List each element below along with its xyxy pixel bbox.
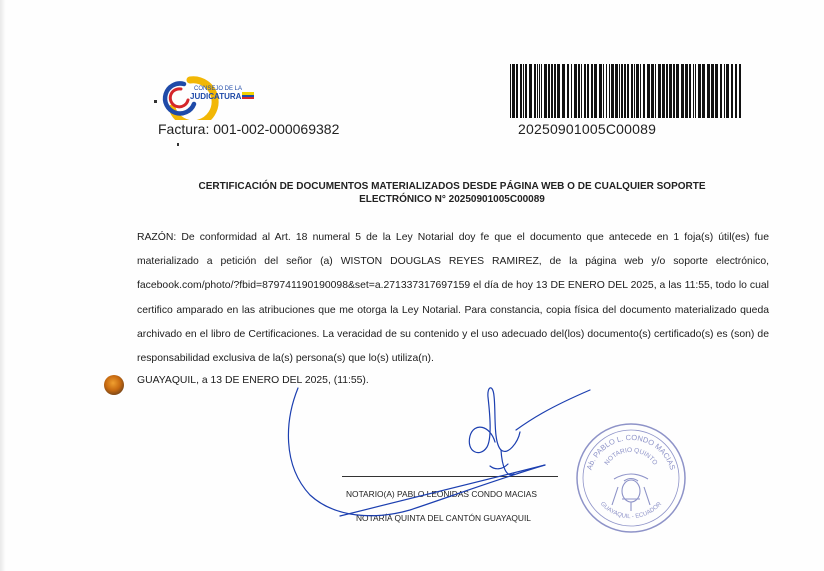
- barcode-bar: [655, 64, 656, 118]
- notary-seal: [574, 421, 688, 535]
- barcode-bar: [666, 64, 668, 118]
- barcode-bar: [731, 64, 733, 118]
- barcode-bar: [529, 64, 532, 118]
- barcode-bar: [673, 64, 675, 118]
- barcode: [510, 64, 744, 118]
- title-line-1: CERTIFICACIÓN DE DOCUMENTOS MATERIALIZADOS DESDE PÁGINA WEB O DE CUALQUIER SOPORTE: [198, 181, 706, 192]
- barcode-bar: [669, 64, 672, 118]
- barcode-bar: [615, 64, 618, 118]
- barcode-bar: [539, 64, 540, 118]
- barcode-bar: [557, 64, 560, 118]
- notary-name: NOTARIO(A) PABLO LEONIDAS CONDO MACIAS: [346, 489, 537, 499]
- document-title: [150, 180, 754, 206]
- barcode-bar: [534, 64, 536, 118]
- barcode-bar: [578, 64, 580, 118]
- barcode-bar: [548, 64, 550, 118]
- barcode-bar: [631, 64, 633, 118]
- barcode-bar: [689, 64, 691, 118]
- logo-text-line2: JUDICATURA: [190, 92, 242, 101]
- barcode-bar: [512, 64, 515, 118]
- barcode-bar: [525, 64, 527, 118]
- logo-text-line1: CONSEJO DE LA: [194, 86, 243, 92]
- stamp-dot: [104, 375, 124, 395]
- barcode-bar: [726, 64, 729, 118]
- place-date: GUAYAQUIL, a 13 DE ENERO DEL 2025, (11:55).: [137, 375, 369, 386]
- barcode-bar: [587, 64, 589, 118]
- barcode-bar: [640, 64, 641, 118]
- barcode-bar: [541, 64, 542, 118]
- barcode-bar: [584, 64, 586, 118]
- barcode-bar: [636, 64, 639, 118]
- barcode-bar: [624, 64, 626, 118]
- barcode-bar: [643, 64, 645, 118]
- barcode-bar: [562, 64, 565, 118]
- barcode-bar: [619, 64, 620, 118]
- barcode-bar: [715, 64, 718, 118]
- barcode-bar: [544, 64, 547, 118]
- barcode-bar: [554, 64, 556, 118]
- barcode-bar: [651, 64, 654, 118]
- barcode-bar: [581, 64, 582, 118]
- barcode-bar: [676, 64, 679, 118]
- barcode-bar: [735, 64, 737, 118]
- barcode-bar: [599, 64, 602, 118]
- barcode-bar: [621, 64, 623, 118]
- barcode-bar: [603, 64, 604, 118]
- barcode-bar: [523, 64, 524, 118]
- barcode-bar: [739, 64, 741, 118]
- handwritten-signature: [280, 370, 610, 530]
- barcode-bar: [707, 64, 710, 118]
- signature-line: [342, 476, 558, 477]
- barcode-bar: [681, 64, 684, 118]
- seal-bottom-text: GUAYAQUIL - ECUADOR: [598, 501, 664, 521]
- barcode-bar: [720, 64, 722, 118]
- barcode-bar: [711, 64, 714, 118]
- scan-speck: [177, 143, 179, 146]
- seal-inner-text: NOTARIO QUINTO: [603, 446, 659, 467]
- barcode-bar: [591, 64, 593, 118]
- barcode-bar: [574, 64, 577, 118]
- judicatura-logo: [150, 58, 265, 120]
- notary-office: NOTARÍA QUINTA DEL CANTÓN GUAYAQUIL: [356, 513, 531, 523]
- barcode-bar: [520, 64, 522, 118]
- barcode-bar: [685, 64, 688, 118]
- svg-text:NOTARIO QUINTO: [603, 447, 658, 467]
- barcode-number: 20250901005C00089: [518, 121, 657, 137]
- barcode-bar: [627, 64, 629, 118]
- title-line-2: ELECTRÓNICO N° 20250901005C00089: [359, 194, 545, 205]
- scan-speck: [154, 100, 157, 103]
- barcode-bar: [516, 64, 518, 118]
- barcode-bar: [662, 64, 665, 118]
- barcode-bar: [609, 64, 610, 118]
- certification-body: [137, 226, 769, 371]
- barcode-bar: [537, 64, 538, 118]
- barcode-bar: [724, 64, 725, 118]
- barcode-bar: [695, 64, 696, 118]
- page-edge-shadow: [0, 0, 6, 571]
- barcode-bar: [693, 64, 694, 118]
- barcode-bar: [658, 64, 661, 118]
- barcode-bar: [611, 64, 614, 118]
- barcode-bar: [702, 64, 705, 118]
- barcode-bar: [571, 64, 572, 118]
- barcode-bar: [634, 64, 635, 118]
- barcode-bar: [510, 64, 511, 118]
- coat-of-arms-icon: [612, 474, 650, 511]
- invoice-number: Factura: 001-002-000069382: [158, 121, 340, 137]
- certification-paragraph: RAZÓN: De conformidad al Art. 18 numeral 5 de la Ley Notarial doy fe que el documento que antecede en 1 foja(s) útil(es) fue materializado a petición del señor (a) WISTON DOUGLAS REYES RAMIREZ, de la página web y/o soporte electrónico, facebook.com/photo/?fbid=879741190190098&set=a.271337317697159 el día de hoy 13 DE ENERO DEL 2025, a las 11:55, todo lo cual certifico amparado en las atribuciones que me otorga la Ley Notarial. Para constancia, copia física del documento materializado queda archivado en el libro de Certificaciones. La veracidad de su contenido y el uso adecuado del(los) documento(s) certificado(s) es (son) de responsabilidad exclusiva de la(s) persona(s) que lo(s) utiliza(n).: [137, 232, 769, 365]
- seal-outer-text: Ab. PABLO L. CONDO MACIAS: [584, 432, 678, 472]
- barcode-bar: [647, 64, 650, 118]
- barcode-bar: [551, 64, 553, 118]
- barcode-bar: [698, 64, 701, 118]
- barcode-bar: [567, 64, 569, 118]
- barcode-bar: [594, 64, 597, 118]
- barcode-bar: [606, 64, 607, 118]
